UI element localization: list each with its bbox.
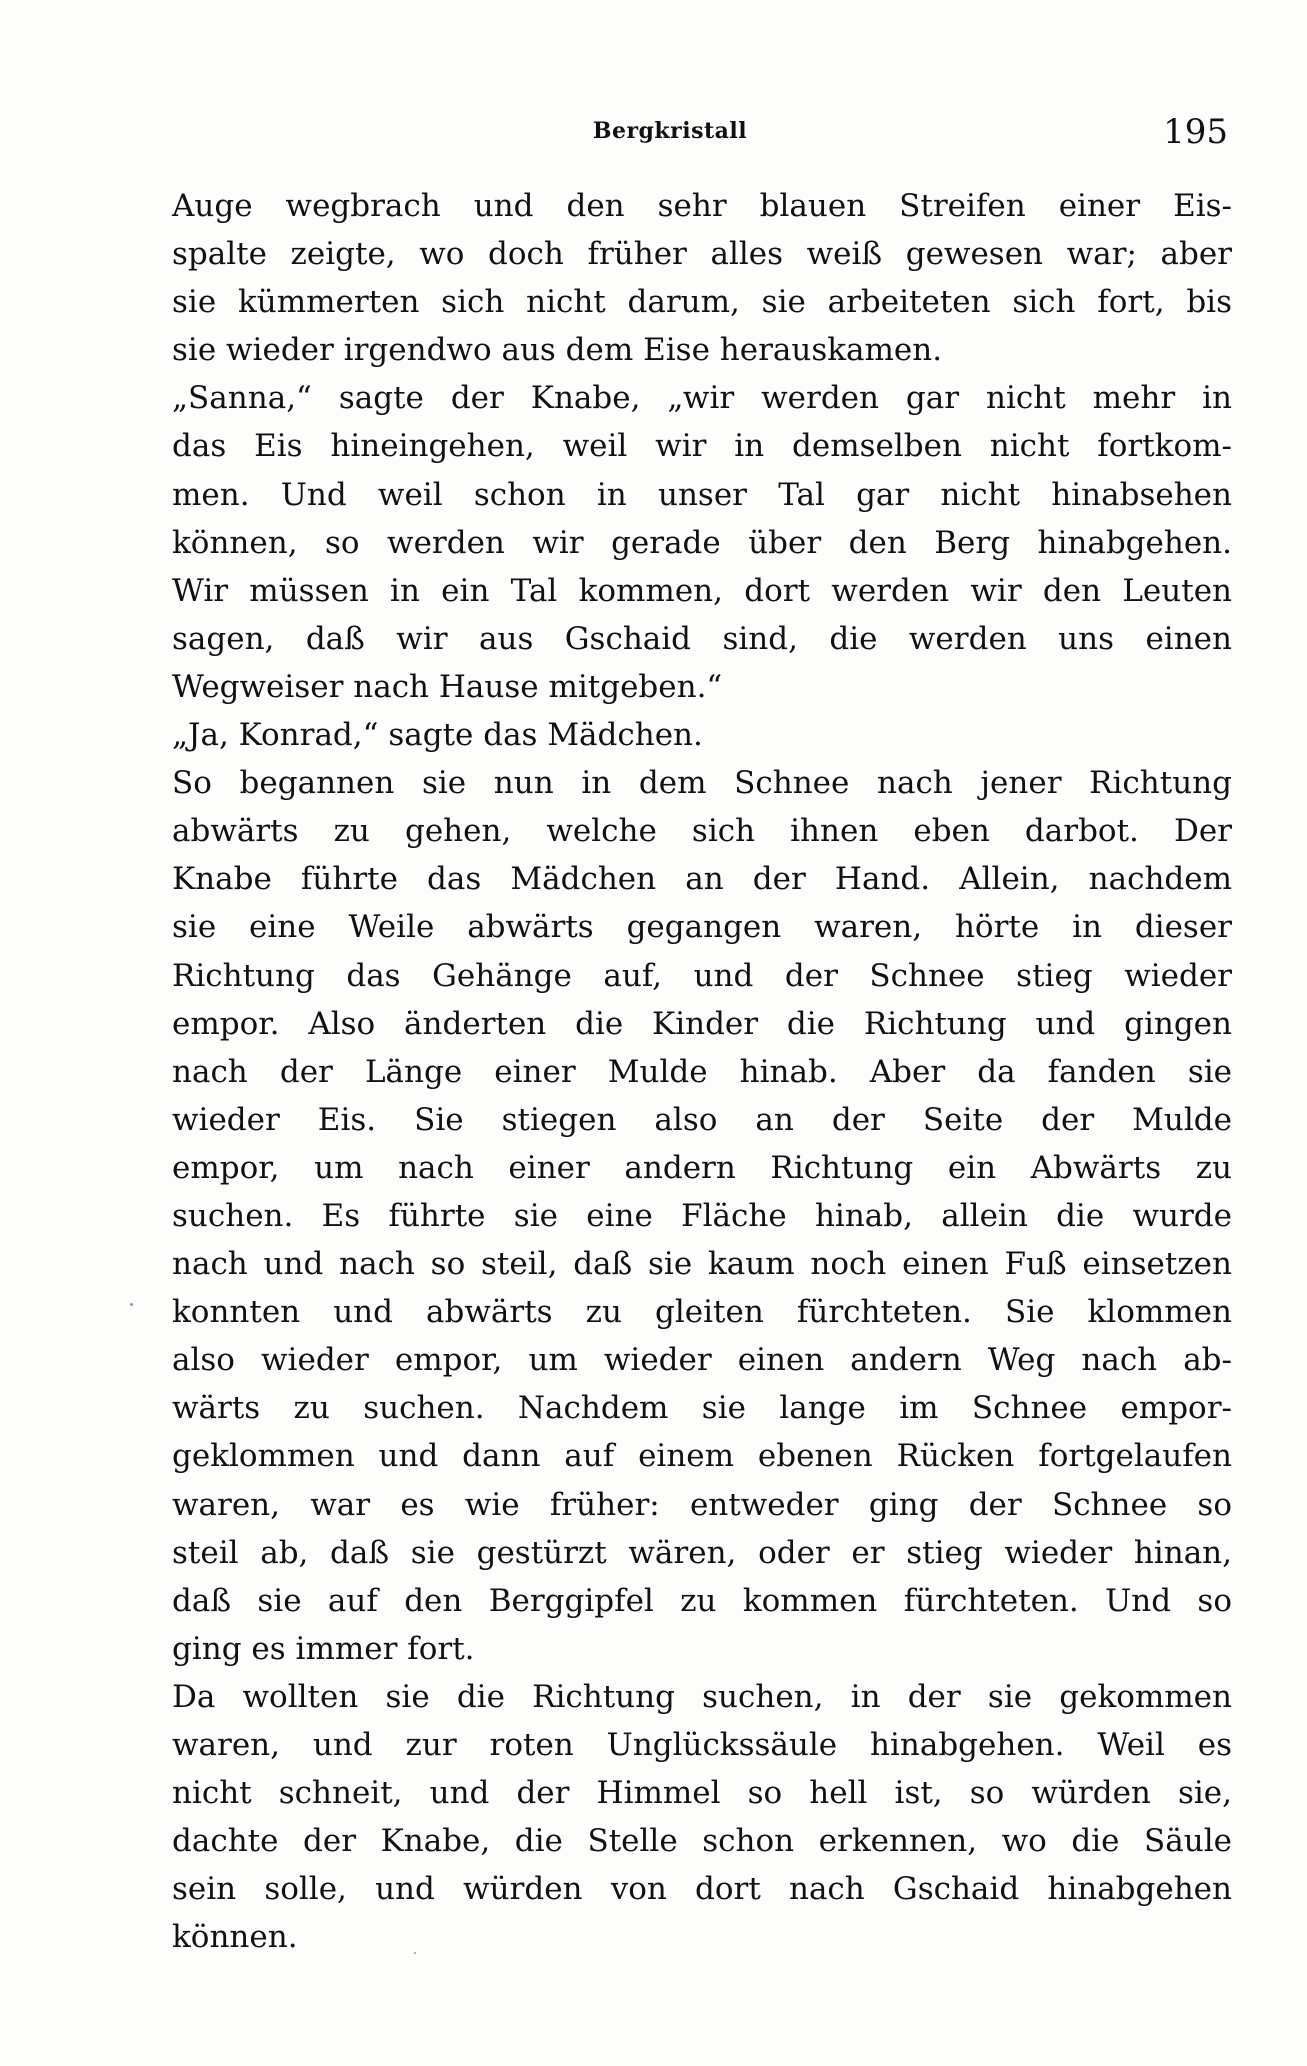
text-line: „Ja, Konrad,“ sagte das Mädchen. [172, 717, 703, 754]
text-line: „Sanna,“ sagte der Knabe, „wir werden gar nicht mehr in [172, 380, 1232, 417]
text-line: wärts zu suchen. Nachdem sie lange im Schnee empor- [172, 1390, 1232, 1427]
text-line: abwärts zu gehen, welche sich ihnen eben darbot. Der [172, 813, 1232, 850]
text-line: steil ab, daß sie gestürzt wären, oder er stieg wieder hinan, [172, 1534, 1232, 1571]
text-line: können, so werden wir gerade über den Berg hinabgehen. [172, 524, 1232, 561]
text-line: So begannen sie nun in dem Schnee nach jener Richtung [172, 765, 1232, 802]
body-text [172, 182, 1232, 1961]
text-line: waren, war es wie früher: entweder ging der Schnee so [172, 1486, 1232, 1523]
text-line: suchen. Es führte sie eine Fläche hinab, allein die wurde [172, 1197, 1232, 1234]
text-line: Auge wegbrach und den sehr blauen Streifen einer Eis- [172, 188, 1232, 224]
text-line: nach der Länge einer Mulde hinab. Aber da fanden sie [172, 1053, 1232, 1090]
running-head-title: Bergkristall [592, 118, 748, 144]
page-number: 195 [1163, 112, 1228, 152]
text-line: das Eis hineingehen, weil wir in demselben nicht fortkom- [172, 428, 1232, 465]
text-line: empor. Also änderten die Kinder die Richtung und gingen [172, 1005, 1232, 1042]
text-line: daß sie auf den Berggipfel zu kommen fürchteten. Und so [172, 1582, 1232, 1619]
text-line: empor, um nach einer andern Richtung ein Abwärts zu [172, 1149, 1232, 1186]
text-line: Richtung das Gehänge auf, und der Schnee stieg wieder [172, 957, 1232, 994]
text-line: sein solle, und würden von dort nach Gschaid hinabgehen [172, 1871, 1232, 1908]
text-line: Knabe führte das Mädchen an der Hand. Allein, nachdem [172, 861, 1232, 898]
text-line: können. [172, 1919, 298, 1956]
text-line: also wieder empor, um wieder einen andern Weg nach ab- [172, 1342, 1232, 1379]
text-line: konnten und abwärts zu gleiten fürchteten. Sie klommen [172, 1294, 1232, 1331]
text-line: sie eine Weile abwärts gegangen waren, hörte in dieser [172, 909, 1232, 946]
text-line: Da wollten sie die Richtung suchen, in der sie gekommen [172, 1678, 1232, 1715]
text-line: ging es immer fort. [172, 1630, 475, 1667]
text-line: spalte zeigte, wo doch früher alles weiß gewesen war; aber [172, 236, 1232, 273]
text-line: sie kümmerten sich nicht darum, sie arbeiteten sich fort, bis [172, 284, 1232, 321]
text-line: Wir müssen in ein Tal kommen, dort werden wir den Leuten [172, 572, 1232, 609]
text-line: geklommen und dann auf einem ebenen Rücken fortgelaufen [172, 1438, 1232, 1475]
paper-speck [414, 1952, 416, 1954]
text-line: men. Und weil schon in unser Tal gar nicht hinabsehen [172, 476, 1232, 513]
text-line: Wegweiser nach Hause mitgeben.“ [172, 668, 723, 705]
text-line: sagen, daß wir aus Gschaid sind, die werden uns einen [172, 620, 1232, 657]
text-line: nicht schneit, und der Himmel so hell ist, so würden sie, [172, 1775, 1232, 1812]
paper-speck [130, 1303, 133, 1306]
text-line: waren, und zur roten Unglückssäule hinabgehen. Weil es [172, 1727, 1232, 1763]
text-line: wieder Eis. Sie stiegen also an der Seite der Mulde [172, 1101, 1232, 1138]
text-line: nach und nach so steil, daß sie kaum noch einen Fuß einsetzen [172, 1246, 1232, 1283]
text-line: dachte der Knabe, die Stelle schon erkennen, wo die Säule [172, 1823, 1232, 1860]
text-line: sie wieder irgendwo aus dem Eise herauskamen. [172, 332, 943, 369]
